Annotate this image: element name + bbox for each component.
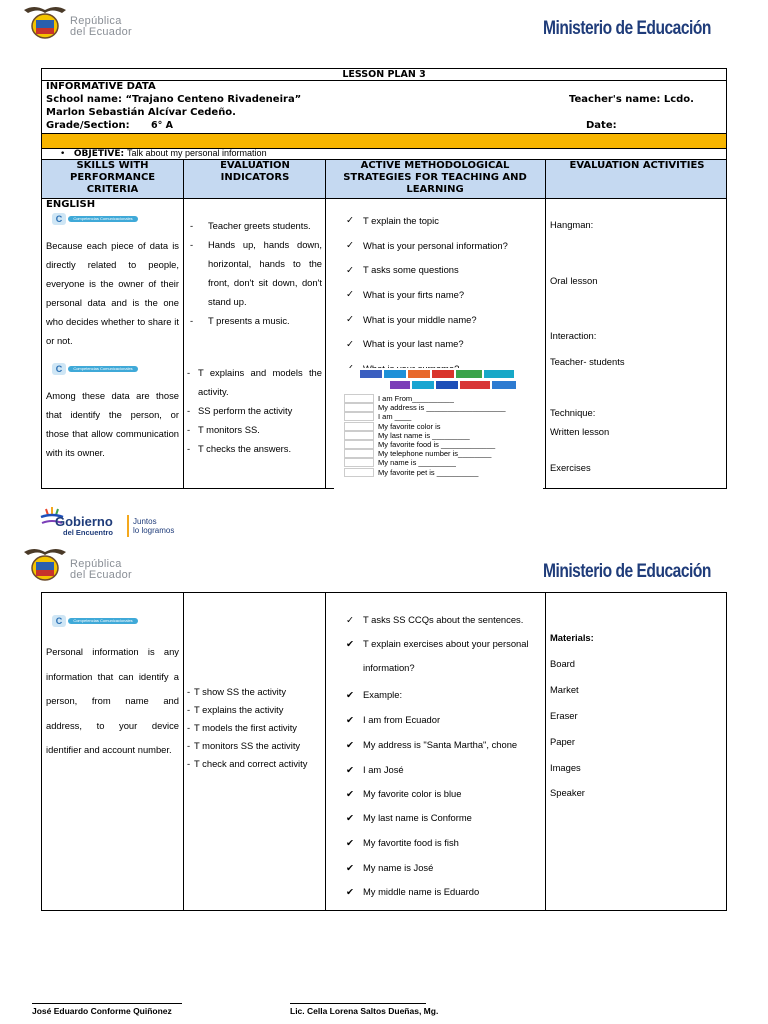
grade-label: Grade/Section: xyxy=(46,120,130,131)
header-logo-republica-2 xyxy=(22,546,68,586)
strategy-item: ✔ I am José xyxy=(346,764,404,775)
indicator-item: - T checks the answers. xyxy=(187,443,292,454)
strategy-item: ✔ My middle name is Eduardo xyxy=(346,886,480,897)
ecuador-crest-icon xyxy=(22,546,68,582)
indicators-list-3 xyxy=(187,683,324,773)
worksheet-line: My name is _________ xyxy=(344,458,540,467)
check-icon: ✔ xyxy=(346,764,354,775)
teacher-name: Marlon Sebastián Alcívar Cedeño. xyxy=(46,107,236,118)
worksheet-line: My favorite food is _____________ xyxy=(344,440,540,449)
header-logo-republica xyxy=(22,4,68,44)
material-item: Speaker xyxy=(550,787,585,798)
indicator-item: - SS perform the activity xyxy=(187,405,293,416)
gobierno-slogan1: Juntos xyxy=(133,517,157,526)
indicator-item: - Hands up, hands down, horizontal, hands to the front, don't sit down, don't stand up. xyxy=(190,239,322,307)
indicator-item: - T monitors SS the activity xyxy=(187,740,301,751)
worksheet-line: My favorite color is xyxy=(344,422,540,431)
signature-line-left xyxy=(32,1003,182,1004)
objective-label: OBJETIVE: xyxy=(73,149,125,159)
check-icon: ✓ xyxy=(346,614,354,625)
competencias-badge-2 xyxy=(52,364,138,374)
strategy-item: ✓ What is your firts name? xyxy=(346,288,465,300)
check-icon: ✔ xyxy=(346,837,354,848)
strategy-item: ✔ My last name is Conforme xyxy=(346,812,472,823)
date-label: Date: xyxy=(586,120,617,131)
republica-line1: República xyxy=(70,15,122,27)
strategy-item: ✓ T asks SS CCQs about the sentences. xyxy=(346,614,524,625)
strategy-item: ✔ T explain exercises about your personal information? xyxy=(346,632,542,680)
badge-c-icon: C xyxy=(52,363,66,375)
check-icon: ✔ xyxy=(346,739,354,750)
ministerio-title: Ministerio de Educación xyxy=(543,18,711,39)
material-item: Paper xyxy=(550,736,576,747)
strategy-item: ✔ My favorite color is blue xyxy=(346,788,462,799)
worksheet-line: My address is ___________________ xyxy=(344,403,540,412)
material-item: Board xyxy=(550,658,576,669)
grade-value: 6° A xyxy=(151,120,174,131)
check-icon: ✔ xyxy=(346,788,354,799)
competencias-badge-3 xyxy=(52,616,138,626)
republica-line2: del Ecuador xyxy=(70,569,133,581)
indicators-list-1 xyxy=(190,216,322,330)
worksheet-color-strip xyxy=(360,370,524,390)
skills-paragraph-1: Because each piece of data is directly related to people, everyone is the owner of their personal data and is the one who decides whether to share it or not. xyxy=(46,240,179,346)
worksheet-line: My last name is _________ xyxy=(344,431,540,440)
gobierno-slogan2: lo logramos xyxy=(133,526,175,535)
material-item: Images xyxy=(550,762,581,773)
badge-c-icon: C xyxy=(52,615,66,627)
check-icon: ✓ xyxy=(346,239,354,251)
bullet-icon: • xyxy=(60,149,72,159)
republica-line2: del Ecuador xyxy=(70,26,133,38)
indicator-item: - T show SS the activity xyxy=(187,686,287,697)
check-icon: ✔ xyxy=(346,638,354,649)
check-icon: ✔ xyxy=(346,886,354,897)
teacher-label: Teacher's name: Lcdo. xyxy=(569,94,694,105)
indicator-item: - T check and correct activity xyxy=(187,758,308,769)
strategy-item: ✓ T asks some questions xyxy=(346,263,459,276)
lesson-plan-title: LESSON PLAN 3 xyxy=(342,69,426,80)
ecuador-crest-icon xyxy=(22,4,68,40)
subject-label: ENGLISH xyxy=(46,199,96,210)
materials-label: Materials: xyxy=(550,632,594,643)
indicator-item: - T presents a music. xyxy=(190,315,290,326)
eval-item: Hangman: xyxy=(550,219,594,230)
indicators-list-2 xyxy=(187,363,322,458)
objective-text: Talk about my personal information xyxy=(127,148,267,158)
strategy-item: ✔ My name is José xyxy=(346,862,434,873)
badge-c-icon: C xyxy=(52,213,66,225)
strategies-list-1 xyxy=(346,208,542,368)
signature-line-right xyxy=(290,1003,426,1004)
worksheet-image xyxy=(334,368,544,486)
eval-item: Technique: xyxy=(550,407,596,418)
strategy-item: ✔ Example: xyxy=(346,689,403,700)
badge-label: Competencias Comunicacionales xyxy=(68,618,138,624)
badge-label: Competencias Comunicacionales xyxy=(68,216,138,222)
check-icon: ✓ xyxy=(346,313,354,325)
ministerio-title: Ministerio de Educación xyxy=(543,561,711,582)
strategy-item: ✔ My address is "Santa Martha", chone xyxy=(346,739,518,750)
eval-item: Interaction: xyxy=(550,330,597,341)
eval-item: Written lesson xyxy=(550,426,610,437)
material-item: Eraser xyxy=(550,710,578,721)
strategy-item: ✓ T explain the topic xyxy=(346,214,439,226)
worksheet-line: My telephone number is________ xyxy=(344,449,540,458)
gobierno-logo xyxy=(38,505,198,539)
eval-item: Oral lesson xyxy=(550,275,598,286)
indicator-item: - T explains the activity xyxy=(187,704,284,715)
competencias-badge xyxy=(52,214,138,224)
eval-item: Teacher- students xyxy=(550,356,625,367)
check-icon: ✔ xyxy=(346,714,354,725)
gobierno-name: Gobierno xyxy=(55,514,113,529)
col-header-indicators: EVALUATION INDICATORS xyxy=(220,160,290,183)
check-icon: ✓ xyxy=(346,214,354,226)
strategy-item: ✓ What is your personal information? xyxy=(346,239,508,251)
strategy-item: ✓ What is your last name? xyxy=(346,337,464,350)
indicator-item: - T explains and models the activity. xyxy=(187,367,322,397)
indicator-item: - T models the first activity xyxy=(187,722,297,733)
check-icon: ✔ xyxy=(346,862,354,873)
check-icon: ✓ xyxy=(346,337,354,349)
signature-left: José Eduardo Conforme Quiñonez xyxy=(32,1006,172,1016)
col-header-strategies: ACTIVE METHODOLOGICAL STRATEGIES FOR TEACHING AND LEARNING xyxy=(343,160,527,195)
check-icon: ✔ xyxy=(346,812,354,823)
gobierno-divider xyxy=(127,515,129,537)
skills-paragraph-3: Personal information is any information that can identify a person, from name and address, to your device identifier and account number. xyxy=(46,646,179,755)
objective-row xyxy=(60,148,267,159)
worksheet-line: I am From__________ xyxy=(344,394,540,403)
col-header-evaluation: EVALUATION ACTIVITIES xyxy=(569,160,705,171)
signature-right: Lic. Cella Lorena Saltos Dueñas, Mg. xyxy=(290,1006,439,1016)
orange-band xyxy=(42,134,726,148)
indicator-item: - Teacher greets students. xyxy=(190,220,311,231)
badge-label: Competencias Comunicacionales xyxy=(68,366,138,372)
indicator-item: - T monitors SS. xyxy=(187,424,260,435)
col-header-skills: SKILLS WITH PERFORMANCE CRITERIA xyxy=(70,160,156,195)
worksheet-line: My favorite pet is __________ xyxy=(344,468,540,477)
school-name: School name: “Trajano Centeno Rivadeneira” xyxy=(46,94,302,105)
strategy-item: ✔ I am from Ecuador xyxy=(346,714,441,725)
strategy-item: ✔ My favortite food is fish xyxy=(346,837,459,848)
republica-line1: República xyxy=(70,558,122,570)
worksheet-lines xyxy=(344,394,540,477)
gobierno-sub: del Encuentro xyxy=(63,528,114,537)
material-item: Market xyxy=(550,684,579,695)
strategy-item: ✓ What is your middle name? xyxy=(346,313,477,325)
check-icon: ✓ xyxy=(346,288,354,300)
skills-paragraph-2: Among these data are those that identify the person, or those that allow communication with its owner. xyxy=(46,390,179,458)
informative-data-label: INFORMATIVE DATA xyxy=(46,81,156,92)
check-icon: ✔ xyxy=(346,689,354,700)
eval-item: Exercises xyxy=(550,462,591,473)
worksheet-line: I am ____ xyxy=(344,412,540,421)
check-icon: ✓ xyxy=(346,263,354,275)
